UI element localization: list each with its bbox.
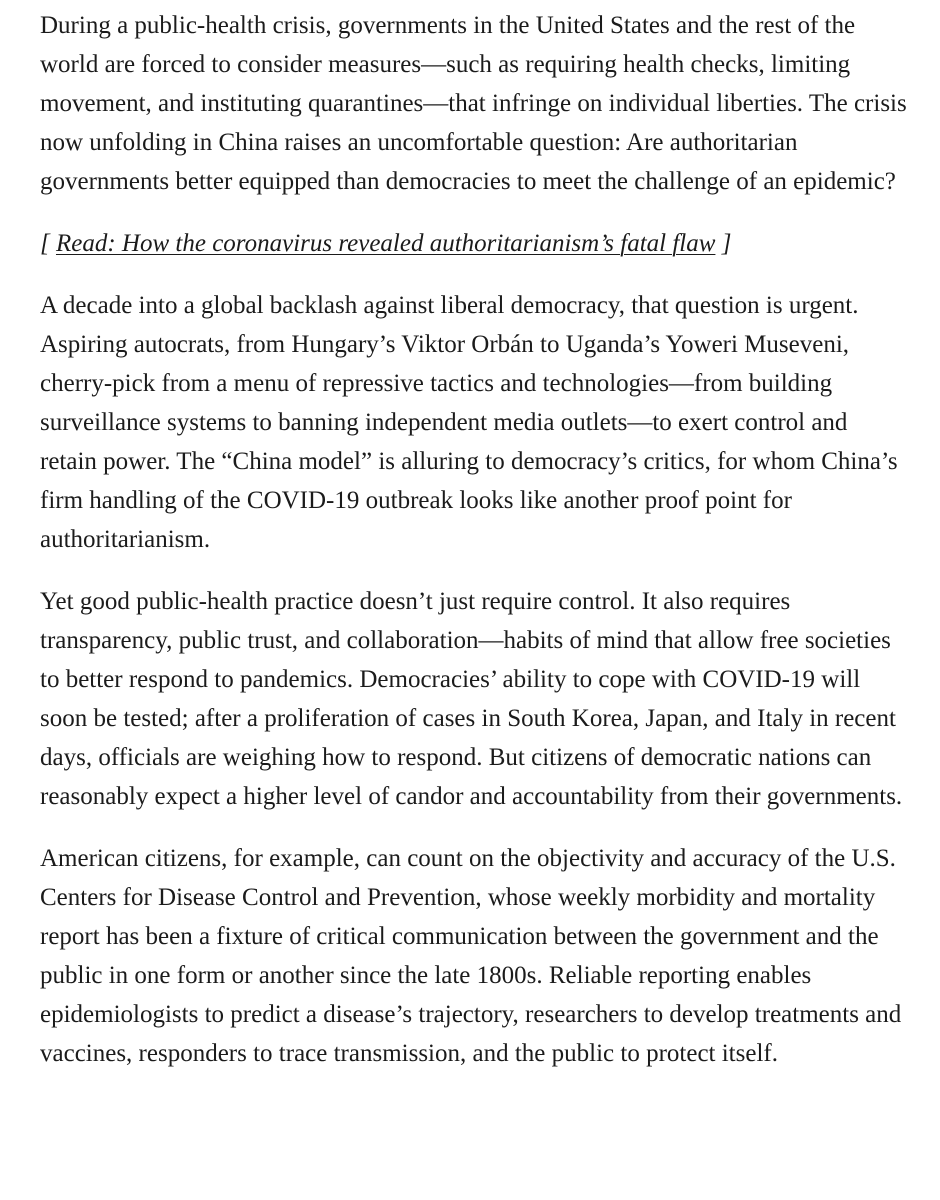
article-paragraph-2: A decade into a global backlash against liberal democracy, that question is urgent. Aspiring autocrats, from Hungary’s Viktor Orbán to Uganda’s Yoweri Museveni, cherry-pick from a menu of repressive tactics and technologies—from building surveillance systems to banning independent media outlets—to exert control and retain power. The “China model” is alluring to democracy’s critics, for whom China’s firm handling of the COVID-19 outbreak looks like another proof point for authoritarianism. xyxy=(40,292,898,553)
related-close-bracket: ] xyxy=(715,230,732,257)
related-article xyxy=(40,224,910,263)
article-paragraph-1: During a public-health crisis, governments in the United States and the rest of the world are forced to consider measures—such as requiring health checks, limiting movement, and instituting quarantines—that infringe on individual liberties. The crisis now unfolding in China raises an uncomfortable question: Are authoritarian governments better equipped than democracies to meet the challenge of an epidemic? xyxy=(40,12,907,195)
article-body xyxy=(40,6,910,1096)
article-paragraph-4: American citizens, for example, can count on the objectivity and accuracy of the U.S. Centers for Disease Control and Prevention, whose weekly morbidity and mortality report has been a fixture of critical communication between the government and the public in one form or another since the late 1800s. Reliable reporting enables epidemiologists to predict a disease’s trajectory, researchers to develop treatments and vaccines, responders to trace transmission, and the public to protect itself. xyxy=(40,845,902,1067)
related-open-bracket: [ xyxy=(40,230,56,257)
article-paragraph-3: Yet good public-health practice doesn’t just require control. It also requires transparency, public trust, and collaboration—habits of mind that allow free societies to better respond to pandemics. Democracies’ ability to cope with COVID-19 will soon be tested; after a proliferation of cases in South Korea, Japan, and Italy in recent days, officials are weighing how to respond. But citizens of democratic nations can reasonably expect a higher level of candor and accountability from their governments. xyxy=(40,588,903,810)
related-article-link[interactable]: Read: How the coronavirus revealed authoritarianism’s fatal flaw xyxy=(55,230,716,257)
